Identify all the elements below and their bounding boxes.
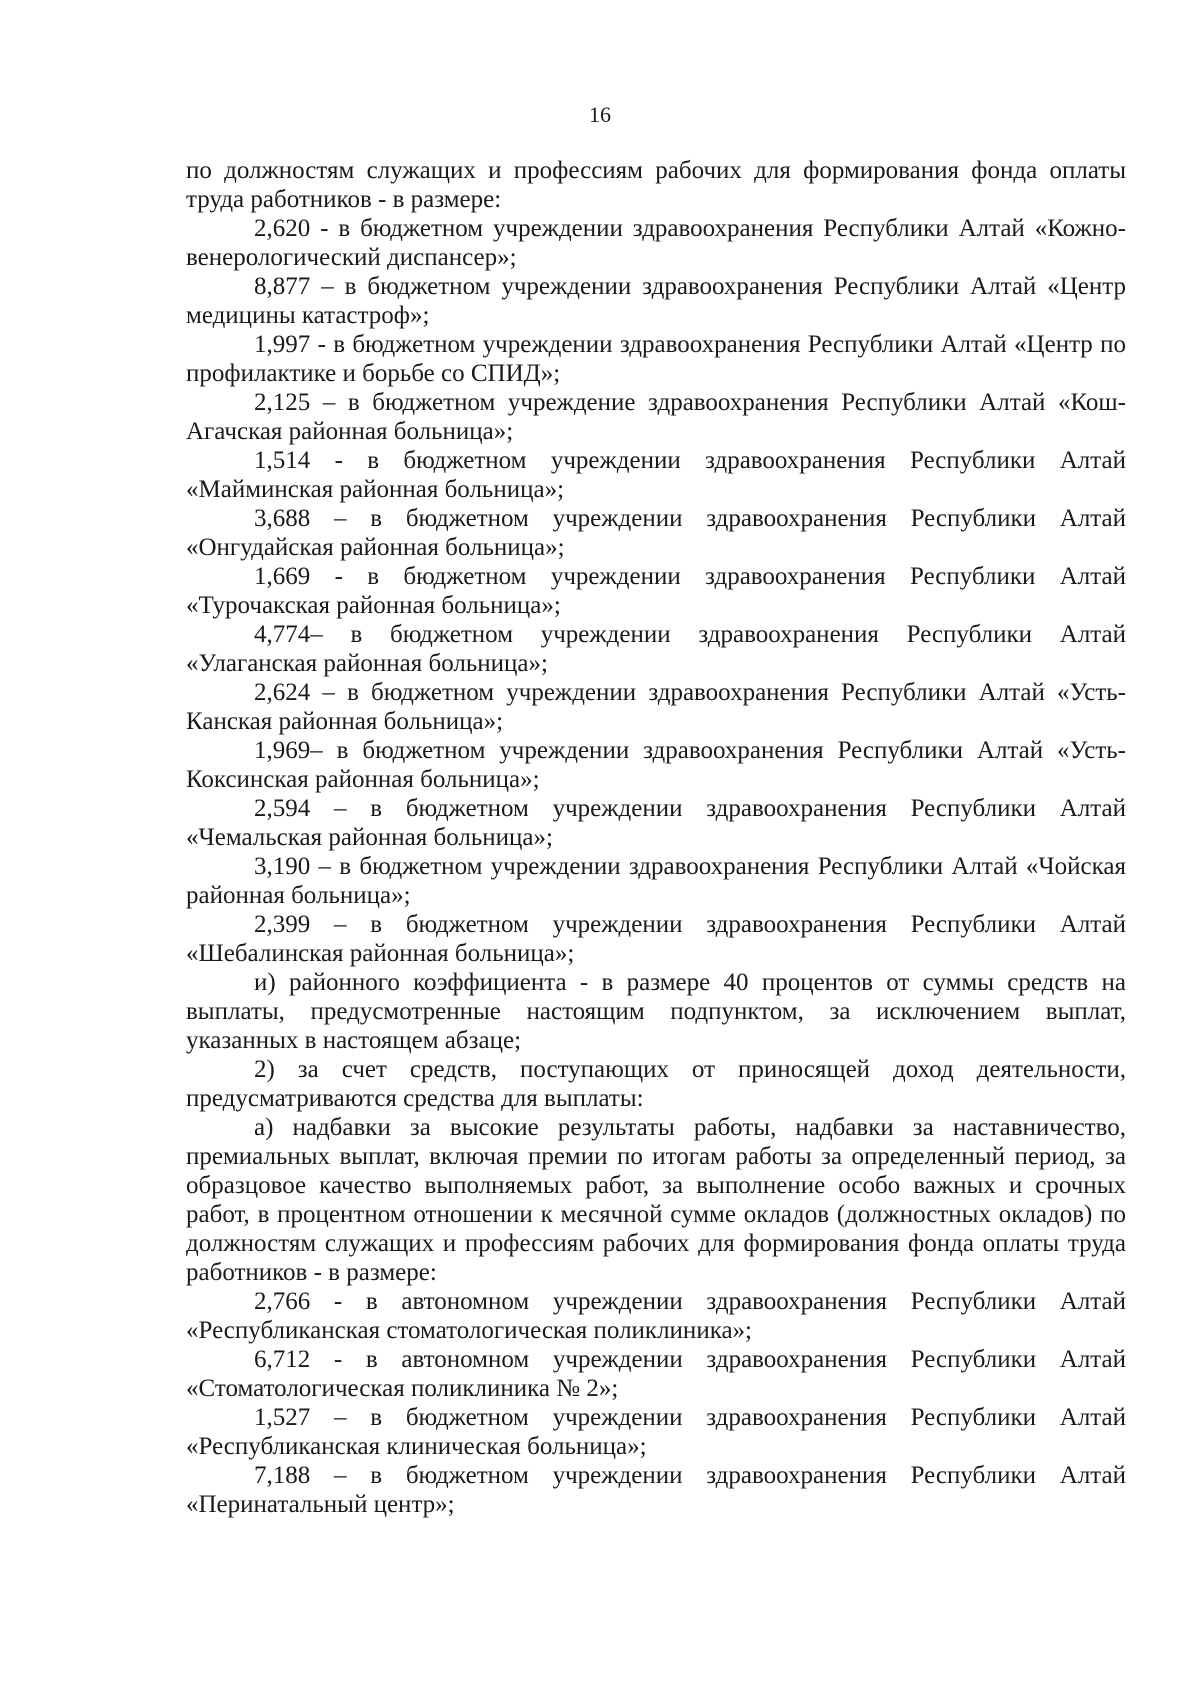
paragraph: 2) за счет средств, поступающих от приносящей доход деятельности, предусматриваются средства для выплаты: [186, 1056, 1126, 1112]
paragraph: 7,188 – в бюджетном учреждении здравоохранения Республики Алтай «Перинатальный центр»; [186, 1462, 1126, 1518]
paragraph: 1,514 - в бюджетном учреждении здравоохранения Республики Алтай «Майминская районная больница»; [186, 447, 1126, 503]
paragraph: 1,527 – в бюджетном учреждении здравоохранения Республики Алтай «Республиканская клиническая больница»; [186, 1404, 1126, 1460]
paragraph: 2,620 - в бюджетном учреждении здравоохранения Республики Алтай «Кожно-венерологический диспансер»; [186, 215, 1126, 271]
paragraph: 2,399 – в бюджетном учреждении здравоохранения Республики Алтай «Шебалинская районная больница»; [186, 911, 1126, 967]
paragraph: 3,688 – в бюджетном учреждении здравоохранения Республики Алтай «Онгудайская районная больница»; [186, 505, 1126, 561]
paragraph: 4,774– в бюджетном учреждении здравоохранения Республики Алтай «Улаганская районная больница»; [186, 621, 1126, 677]
paragraph: 2,125 – в бюджетном учреждение здравоохранения Республики Алтай «Кош-Агачская районная больница»; [186, 389, 1126, 445]
paragraph: 6,712 - в автономном учреждении здравоохранения Республики Алтай «Стоматологическая поликлиника № 2»; [186, 1346, 1126, 1402]
page-number: 16 [589, 102, 611, 127]
paragraph: 1,969– в бюджетном учреждении здравоохранения Республики Алтай «Усть-Коксинская районная больница»; [186, 737, 1126, 793]
paragraph: 1,669 - в бюджетном учреждении здравоохранения Республики Алтай «Турочакская районная больница»; [186, 563, 1126, 619]
paragraph: 3,190 – в бюджетном учреждении здравоохранения Республики Алтай «Чойская районная больница»; [186, 853, 1126, 909]
paragraph: 2,624 – в бюджетном учреждении здравоохранения Республики Алтай «Усть-Канская районная больница»; [186, 679, 1126, 735]
document-body [186, 156, 1126, 1519]
paragraph: 2,766 - в автономном учреждении здравоохранения Республики Алтай «Республиканская стоматологическая поликлиника»; [186, 1288, 1126, 1344]
paragraph: и) районного коэффициента - в размере 40 процентов от суммы средств на выплаты, предусмотренные настоящим подпунктом, за исключением выплат, указанных в настоящем абзаце; [186, 969, 1126, 1054]
paragraph: 2,594 – в бюджетном учреждении здравоохранения Республики Алтай «Чемальская районная больница»; [186, 795, 1126, 851]
paragraph: 1,997 - в бюджетном учреждении здравоохранения Республики Алтай «Центр по профилактике и борьбе со СПИД»; [186, 331, 1126, 387]
paragraph: а) надбавки за высокие результаты работы, надбавки за наставничество, премиальных выплат, включая премии по итогам работы за определенный период, за образцовое качество выполняемых работ, за выполнение особо важных и срочных работ, в процентном отношении к месячной сумме окладов (должностных окладов) по должностям служащих и профессиям рабочих для формирования фонда оплаты труда работников - в размере: [186, 1114, 1126, 1286]
paragraph: по должностям служащих и профессиям рабочих для формирования фонда оплаты труда работников - в размере: [186, 157, 1126, 213]
paragraph: 8,877 – в бюджетном учреждении здравоохранения Республики Алтай «Центр медицины катастроф»; [186, 273, 1126, 329]
